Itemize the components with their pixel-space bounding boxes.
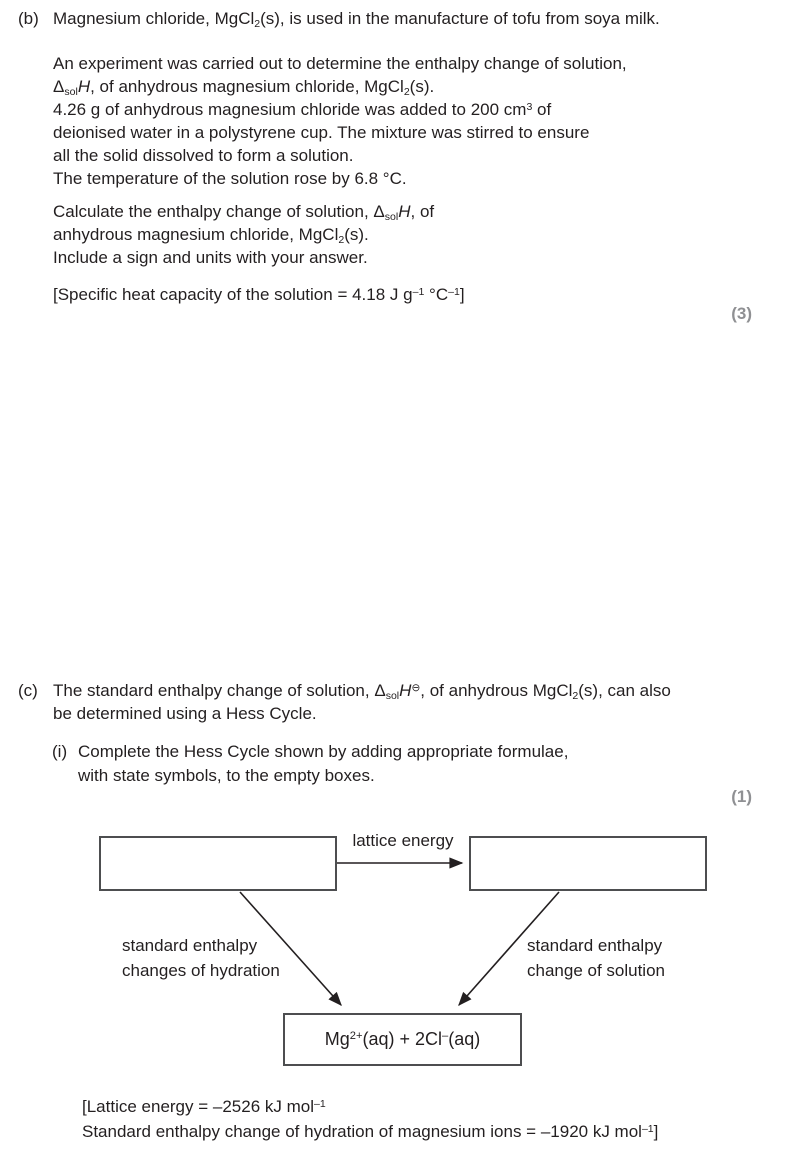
aqueous-ions-formula: $Mg^{2+}(aq) + 2Cl^-(aq)$ [324,1029,481,1049]
answer-space [0,330,810,670]
text-line: Include a sign and units with your answer. [53,248,368,267]
text-line: [Lattice energy = –2526 kJ mol$^{-1}$ [82,1097,326,1116]
question-b-intro: Magnesium chloride, MgCl$_2$(s), is used in the manufacture of tofu from soya milk. [53,9,660,30]
question-b-marks-badge: (3) [731,304,752,323]
text-line: standard enthalpy [527,936,663,955]
question-b-experiment-paragraph [53,52,627,190]
solution-arrow-label [527,933,665,983]
question-b-calculate-paragraph [53,200,434,269]
energy-data-note [82,1094,658,1144]
lattice-energy-label: lattice energy [352,831,454,850]
part-i-paragraph [78,740,568,788]
text-line: change of solution [527,961,665,980]
hydration-arrow-label [122,933,280,983]
text-line: The temperature of the solution rose by 6.8 °C. [53,169,407,188]
text-line: Calculate the enthalpy change of solution, $\Delta_{sol}H$, of [53,202,435,223]
specific-heat-note: [Specific heat capacity of the solution = 4.18 J $g^{-1}$ $^\circ C^{-1}$] [53,285,465,304]
question-c-intro-paragraph [53,679,671,725]
question-b-label: (b) [18,9,39,28]
text-line: all the solid dissolved to form a solution. [53,146,354,165]
hess-arrows [90,830,720,1020]
question-c-label: (c) [18,681,38,700]
text-line: with state symbols, to the empty boxes. [78,766,375,785]
text-line: changes of hydration [122,961,280,980]
text-line: anhydrous magnesium chloride, MgCl$_2$(s). [53,225,369,246]
text-line: Standard enthalpy change of hydration of magnesium ions = –1920 kJ mol$^{-1}$] [82,1122,659,1141]
text-line: Complete the Hess Cycle shown by adding appropriate formulae, [78,742,569,761]
text-line: 4.26 g of anhydrous magnesium chloride was added to 200 $cm^3$ of [53,100,552,119]
part-i-marks-badge: (1) [731,787,752,806]
text-line: standard enthalpy [122,936,258,955]
text-line: An experiment was carried out to determine the enthalpy change of solution, [53,54,627,73]
part-i-label: (i) [52,742,68,761]
text-line: $\Delta_{sol}H$, of anhydrous magnesium chloride, MgCl$_2$(s). [53,77,435,98]
text-line: The standard enthalpy change of solution, $\Delta_{sol}H^⊖$, of anhydrous MgCl$_2$(s), can also [53,681,671,702]
text-line: deionised water in a polystyrene cup. The mixture was stirred to ensure [53,123,590,142]
hess-bottom-box [283,1013,522,1066]
text-line: be determined using a Hess Cycle. [53,704,317,723]
